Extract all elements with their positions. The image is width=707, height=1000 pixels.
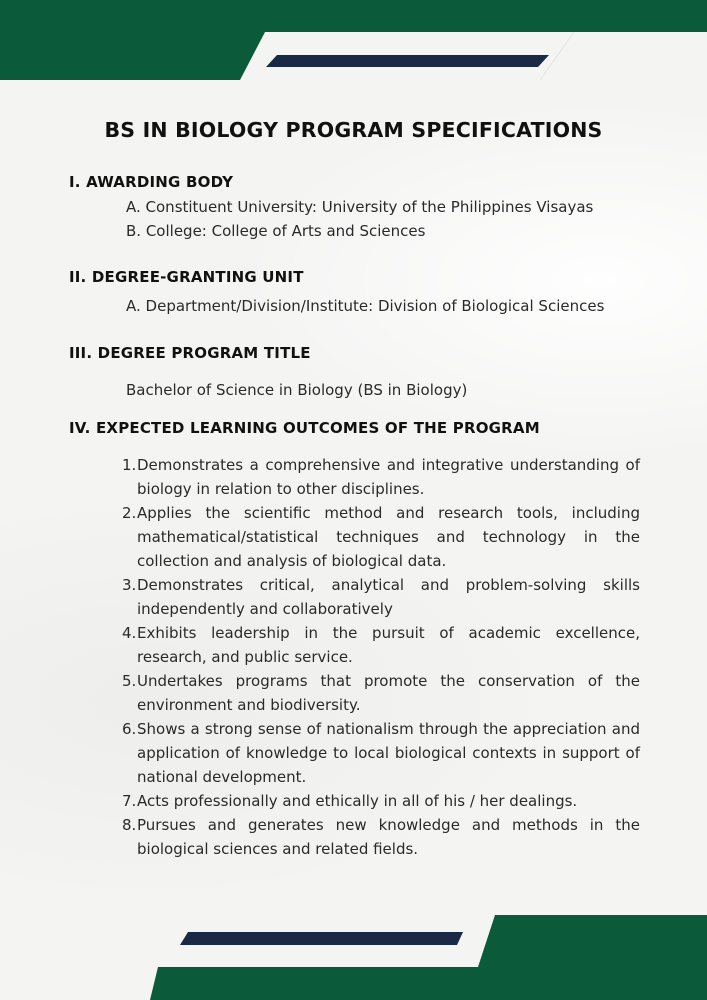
learning-outcome-text: Pursues and generates new knowledge and methods in the biological sciences and related fields.	[137, 816, 640, 858]
section-heading-awarding-body: I. AWARDING BODY	[69, 173, 234, 191]
section-heading-degree-program-title: III. DEGREE PROGRAM TITLE	[69, 344, 311, 362]
learning-outcome-number: 6.	[122, 720, 137, 738]
learning-outcome-number: 3.	[122, 576, 137, 594]
learning-outcome-item	[118, 453, 640, 501]
top-navy-bar	[266, 55, 549, 67]
learning-outcome-item	[118, 717, 640, 789]
learning-outcome-text: Undertakes programs that promote the conservation of the environment and biodiversity.	[137, 672, 640, 714]
bottom-navy-bar	[180, 932, 463, 945]
learning-outcome-item	[118, 501, 640, 573]
learning-outcome-text: Demonstrates a comprehensive and integrative understanding of biology in relation to other disciplines.	[137, 456, 640, 498]
section-heading-learning-outcomes: IV. EXPECTED LEARNING OUTCOMES OF THE PROGRAM	[69, 419, 540, 437]
learning-outcome-number: 5.	[122, 672, 137, 690]
learning-outcome-number: 4.	[122, 624, 137, 642]
awarding-body-item-college: B. College: College of Arts and Sciences	[126, 222, 426, 240]
learning-outcome-text: Applies the scientific method and research tools, including mathematical/statistical techniques and technology in the collection and analysis of biological data.	[137, 504, 640, 570]
learning-outcome-item	[118, 573, 640, 621]
bottom-banner-decoration	[0, 915, 707, 1000]
learning-outcomes-list	[118, 453, 640, 861]
learning-outcome-number: 1.	[122, 456, 137, 474]
degree-granting-unit-item-department: A. Department/Division/Institute: Division of Biological Sciences	[126, 297, 605, 315]
learning-outcome-item	[118, 669, 640, 717]
learning-outcome-text: Demonstrates critical, analytical and problem-solving skills independently and collaboratively	[137, 576, 640, 618]
learning-outcome-text: Exhibits leadership in the pursuit of academic excellence, research, and public service.	[137, 624, 640, 666]
section-heading-degree-granting-unit: II. DEGREE-GRANTING UNIT	[69, 268, 304, 286]
learning-outcome-item	[118, 789, 640, 813]
learning-outcome-number: 8.	[122, 816, 137, 834]
learning-outcome-text: Acts professionally and ethically in all of his / her dealings.	[137, 792, 578, 810]
learning-outcome-number: 2.	[122, 504, 137, 522]
learning-outcome-item	[118, 621, 640, 669]
learning-outcome-text: Shows a strong sense of nationalism through the appreciation and application of knowledge to local biological contexts in support of national development.	[137, 720, 640, 786]
awarding-body-item-university: A. Constituent University: University of the Philippines Visayas	[126, 198, 594, 216]
degree-program-title-text: Bachelor of Science in Biology (BS in Biology)	[126, 381, 468, 399]
bottom-green-band	[150, 915, 707, 1000]
learning-outcome-item	[118, 813, 640, 861]
learning-outcome-number: 7.	[122, 792, 137, 810]
document-title: BS IN BIOLOGY PROGRAM SPECIFICATIONS	[104, 118, 603, 142]
top-banner-decoration	[0, 0, 707, 80]
